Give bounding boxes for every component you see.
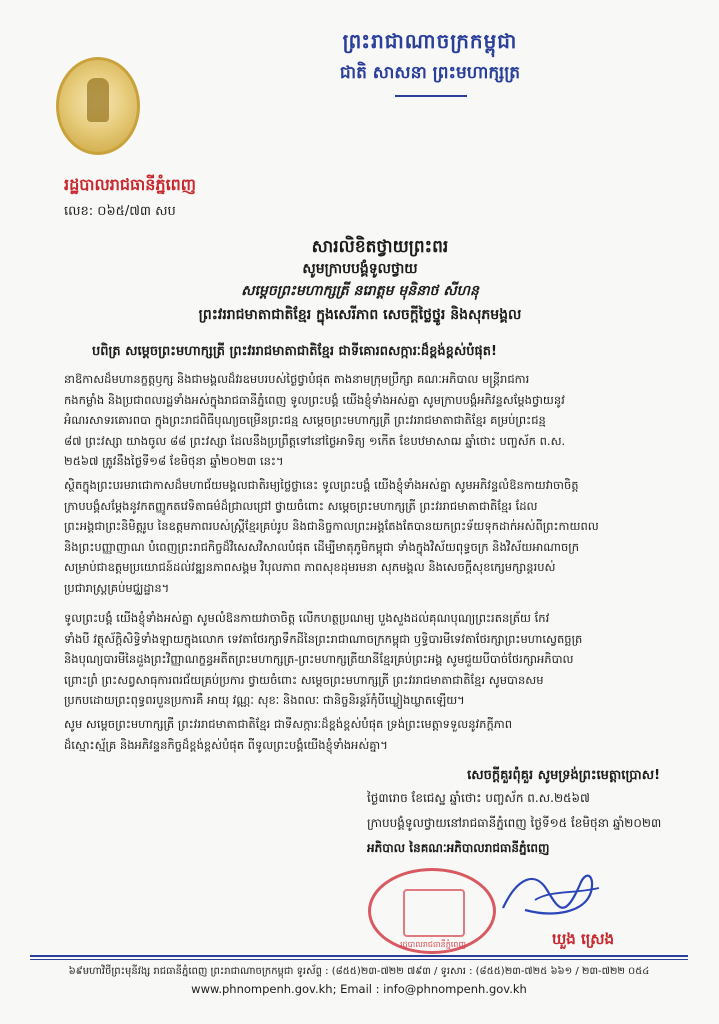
body-line: សូម សម្តេចព្រះមហាក្សត្រី ព្រះវររាជមាតាជាតិខ្មែរ ជាទីសក្ការៈដ៏ខ្ពង់ខ្ពស់បំផុត ទ្រង់ព្រះមេត្តាទទួលនូវភក្តីភាព [64,717,513,731]
body-paragraph-1 [64,369,654,471]
stamp-text: រដ្ឋបាលរាជធានីភ្នំពេញ [399,940,466,949]
national-motto: ជាតិ សាសនា ព្រះមហាក្សត្រ [339,63,521,83]
cambodia-royal-seal-logo [56,57,140,155]
footer-divider [30,955,688,957]
body-line: ក្រាបបង្គំសម្តែងនូវកតញ្ញូកតវេទិតាធម៌ដ៏ជ្រាលជ្រៅ ថ្វាយចំពោះ សម្តេចព្រះមហាក្សត្រី ព្រះវររាជមាតាជាតិខ្មែរ ដែល [64,498,538,513]
closing-line: សេចក្តីគួរពុំគួរ សូមទ្រង់ព្រះមេត្តាប្រោស! [467,768,660,783]
body-line: អំណរសាទរគោរពបា ក្នុងព្រះរាជពិធីបុណ្យចម្រើនព្រះជន្ម សម្តេចព្រះមហាក្សត្រី ព្រះវររាជមាតាជាតិខ្មែរ គម្រប់ព្រះជន្ម [64,413,546,427]
addressee-line-1: សូមក្រាបបង្គំទូលថ្វាយ [302,261,418,277]
stamp-emblem [403,889,465,937]
footer-web-email: www.phnompenh.gov.kh; Email : info@phnompenh.gov.kh [191,982,527,996]
body-paragraph-3 [64,608,654,710]
body-paragraph-4 [64,714,654,756]
salutation: បពិត្រ សម្តេចព្រះមហាក្សត្រី ព្រះវររាជមាតាជាតិខ្មែរ ជាទីគោរពសក្ការៈដ៏ខ្ពង់ខ្ពស់បំផុត! [92,344,497,359]
lunar-date: ថ្ងៃ៣រោច ខែជេស្ឋ ឆ្នាំថោះ បញ្ចស័ក ព.ស.២៥៦៧ [367,791,590,805]
body-line: ព្រះអង្គជាព្រះនិមិត្តរូប នៃឧត្តមភាពរបស់ស្ត្រីខ្មែរគ្រប់រូប និងជានិច្ចកាលព្រះអង្គតែងតែបានយកព្រះទ័យទុកដាក់អស់ពីព្រះកាយពល [64,519,599,533]
body-line: ២៥៦៧ ត្រូវនឹងថ្ងៃទី១៨ ខែមិថុនា ឆ្នាំ២០២៣ នេះ។ [64,454,284,468]
reference-number: លេខ: ០៦៥/៧៣ សប [64,204,176,219]
body-line: ស្ថិតក្នុងព្រះបរមរាជោកាសដ៏មហាជ័យមង្គលជាតិរម្យថ្លៃថ្លានេះ ទូលព្រះបង្គំ យើងខ្ញុំទាំងអស់គ្នា សូមអភិវន្ទលំឱនកាយវាចាចិត្ត [64,478,579,492]
handwritten-signature [495,860,605,930]
solar-date: ក្រាបបង្គំទូលថ្វាយនៅរាជធានីភ្នំពេញ ថ្ងៃទី១៥ ខែមិថុនា ឆ្នាំ២០២៣ [367,816,662,830]
body-line: និងព្រះបញ្ញាញាណ បំពេញព្រះរាជកិច្ចដ៏វិសេសវិសាលបំផុត ដើម្បីមាតុភូមិកម្ពុជា ទាំងក្នុងវិស័យពុទ្ធចក្រ និងវិស័យអាណាចក្រ [64,539,579,554]
issuer-name: រដ្ឋបាលរាជធានីភ្នំពេញ [64,175,197,194]
body-line: ៨៧ ព្រះវស្សា យាងចូល ៨៨ ព្រះវស្សា ដែលនឹងប្រព្រឹត្តទៅនៅថ្ងៃអាទិត្យ ១កើត ខែបឋមាសាឍ ឆ្នាំថោះ បញ្ចស័ក ព.ស. [64,433,566,448]
body-line: នាឱកាសដ៏មហានក្ខត្តឫក្ស និងជាមង្គលដ៏វរឧមបរបស់ថ្ងៃថ្វាបំផុត តាងនាមក្រុមប្រឹក្សា គណៈអភិបាល មន្ត្រីរាជការ [64,372,530,386]
body-line: ប្រជារាស្ត្រគ្រប់មជ្ឈដ្ឋាន។ [64,580,170,595]
body-line: ទាំងបី វត្ថុស័ក្តិសិទ្ធិទាំងឡាយក្នុងលោក ទេវតាថែរក្សាទឹកដីនៃព្រះរាជាណាចក្រកម្ពុជា ឫទ្ធិបារមីទេវតាថែរក្សាព្រះមហាស្វេតច្ឆត្រ [64,631,583,646]
footer-divider-thin [30,959,688,960]
document-title: សារលិខិតថ្វាយព្រះពរ [311,237,449,257]
body-line: ប្រកបដោយព្រះពុទ្ធពរបួនប្រការគឺ អាយុ វណ្ណៈ សុខៈ និងពលៈ ជានិច្ចនិរន្តរ៍កុំបីឃ្លៀងឃ្លាតឡើយ។ [64,693,465,707]
kingdom-heading: ព្រះរាជាណាចក្រកម្ពុជា [342,29,518,53]
addressee-line-3: ព្រះវររាជមាតាជាតិខ្មែរ ក្នុងសេរីភាព សេចក្តីថ្លៃថ្នូរ និងសុភមង្គល [198,307,522,323]
body-line: ដ៏ស្មោះស្ម័គ្រ និងអភិវន្ទនកិច្ចដ៏ខ្ពង់ខ្ពស់បំផុត ពីទូលព្រះបង្គំយើងខ្ញុំទាំងអស់គ្នា។ [64,737,388,752]
footer-address: ៦៩មហាវិថីព្រះមុនីវង្ស រាជធានីភ្នំពេញ ព្រះរាជាណាចក្រកម្ពុជា ទូរស័ព្ទ : (៨៥៥)២៣-៧២២ ៧៩៣ / ទូរសារ : (៨៥៥)២៣-៧២៥ ៦៦១ / ២៣-៧២២ ០៥៤ [68,966,650,977]
body-line: ទូលព្រះបង្គំ យើងខ្ញុំទាំងអស់គ្នា សូមលំឱនកាយវាចាចិត្ត លើកហត្ថប្រណម្យ បួងសួងដល់គុណបុណ្យព្រះរតនត្រ័យ កែវ [64,611,550,625]
signatory-rank: អភិបាល នៃគណៈអភិបាលរាជធានីភ្នំពេញ [367,841,550,855]
body-line: ព្រោះព្រំ ព្រះសព្វសាធុការពរជ័យគ្រប់ប្រការ ថ្វាយចំពោះ សម្តេចព្រះមហាក្សត្រី ព្រះវររាជមាតាជាតិខ្មែរ សូមបានសម [64,672,544,687]
official-stamp [368,868,496,954]
motto-divider [395,95,467,97]
addressee-line-2: សម្តេចព្រះមហាក្សត្រី នរោត្តម មុនិនាថ សីហនុ [241,283,479,299]
body-paragraph-2 [64,475,654,599]
body-line: និងបុណ្យបារមីនៃដួងព្រះវិញ្ញាណក្ខន្ធអតីតព្រះមហាក្សត្រ-ព្រះមហាក្សត្រីយានីខ្មែរគ្រប់ព្រះអង្គ សូមជួយបីបាច់ថែរក្សាអភិបាល [64,652,574,666]
signatory-name: ឃួង ស្រេង [552,930,615,948]
body-line: សម្រាប់ជាឧត្តមប្រយោជន៍ដល់វឌ្ឍនភាពសង្គម វិបុលភាព ភាពសុខដុមរមនា សុភមង្គល និងសេចក្តីសុខក្សេមក្សាន្តរបស់ [64,560,556,574]
body-line: កងកម្លាំង និងប្រជាពលរដ្ឋទាំងអស់ក្នុងរាជធានីភ្នំពេញ ទូលព្រះបង្គំ យើងខ្ញុំទាំងអស់គ្នា សូមក្រាបបង្គំអភិវន្ទសម្តែងថ្វាយនូវ [64,392,565,407]
